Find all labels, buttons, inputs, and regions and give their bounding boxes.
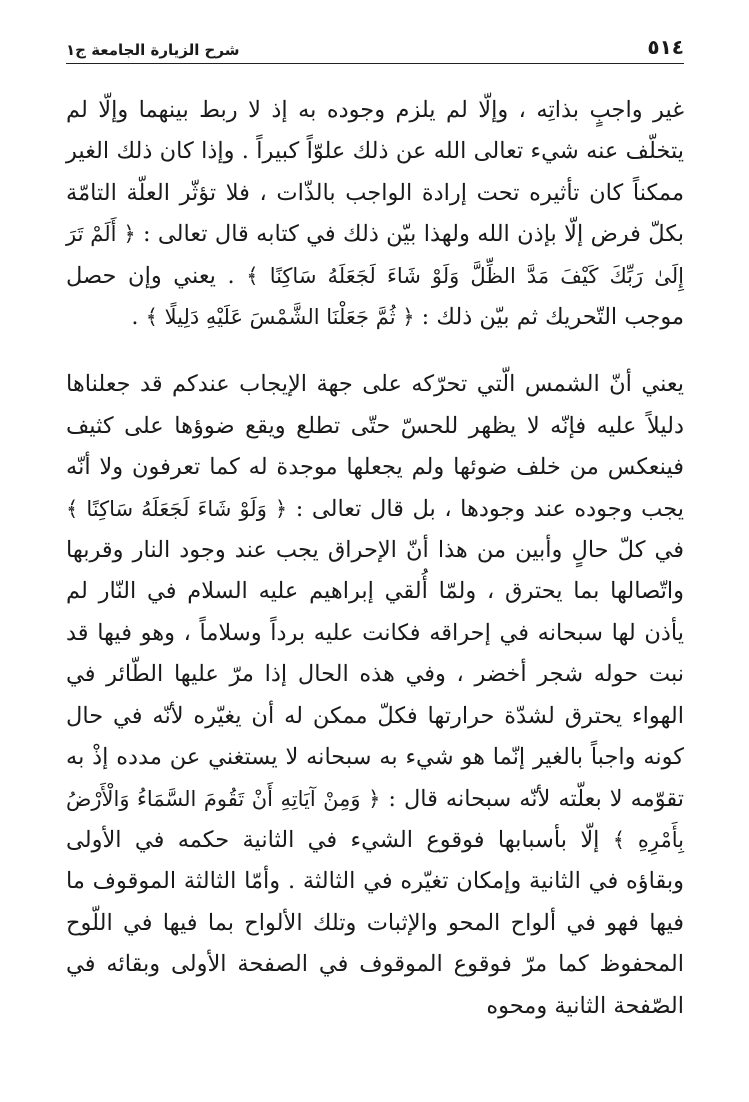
text-segment: . يعني وإن حصل موجب التّحريك ثم بيّن ذلك :: [66, 262, 684, 331]
quran-verse: ﴿ ثُمَّ جَعَلْنَا الشَّمْسَ عَلَيْهِ دَلِيلًا ﴾: [145, 305, 415, 330]
body-text: [66, 90, 684, 1027]
page-header: [66, 28, 684, 64]
quran-verse: ﴿ وَلَوْ شَاءَ لَجَعَلَهُ سَاكِنًا ﴾: [66, 496, 288, 521]
text-segment: إلّا بأسبابها فوقوع الشيء في الثانية حكمه في الأولى وبقاؤه في الثانية وإمكان تغيّره في الثالثة . وأمّا الثالثة الموقوف ما فيها فهو في ألواح المحو والإثبات وتلك الألواح بما فيها في اللّوح المحفوظ كما مرّ فوقوع الموقوف في الصفحة الأولى وبقائه في الصّفحة الثانية ومحوه: [66, 826, 684, 1019]
page-number: ٥١٤: [647, 35, 684, 59]
quran-verse: ﴿ وَمِنْ آيَاتِهِ أَنْ تَقُومَ السَّمَاءُ وَالْأَرْضُ بِأَمْرِهِ ﴾: [66, 786, 684, 852]
text-segment: غير واجبٍ بذاتِه ، وإلّا لم يلزم وجوده به إذ لا ربط بينهما وإلّا لم يتخلّف عنه شيء تعالى الله عن ذلك علوّاً كبيراً . وإذا كان ذلك الغير ممكناً كان تأثيره تحت إرادة الواجب بالذّات ، فلا تؤثّر العلّة التامّة بكلّ فرض إلّا بإذن الله ولهذا بيّن ذلك في كتابه قال تعالى :: [66, 97, 685, 248]
text-segment: في كلّ حالٍ وأبين من هذا أنّ الإحراق يجب عند وجود النار وقربها واتّصالها بما يحترق ، ولمّا أُلقي إبراهيم عليه السلام في النّار لم يأذن لها سبحانه في إحراقه فكانت عليه برداً وسلاماً ، وهو فيها قد نبت حوله شجر أخضر ، وفي هذه الحال إذا مرّ عليها الطّائر في الهواء يحترق لشدّة حرارتها فكلّ ممكن له أن يغيّره لأنّه في حال كونه واجباً بالغير إنّما هو شيء به سبحانه لا يستغني عن مدده إذْ به تقوّمه لا بعلّته لأنّه سبحانه قال :: [66, 537, 684, 812]
paragraph-2: [66, 364, 684, 1027]
paragraph-spacer: [66, 338, 684, 364]
quran-verse: ﴿ أَلَمْ تَرَ إِلَىٰ رَبِّكَ كَيْفَ مَدَّ الظِّلَّ وَلَوْ شَاءَ لَجَعَلَهُ سَاكِنًا ﴾: [66, 222, 684, 288]
running-title: شرح الزيارة الجامعة ج١: [66, 41, 240, 59]
text-segment: يعني أنّ الشمس الّتي تحرّكه على جهة الإيجاب عندكم قد جعلناها دليلاً عليه فإنّه لا يظهر للحسّ حتّى تطلع ويقع ضوؤها على كثيف فينعكس من خلف ضوئها ولم يجعلها موجدة له كما تعرفون ولا أنّه يجب وجوده عند وجودها ، بل قال تعالى :: [66, 371, 684, 522]
paragraph-1: [66, 90, 684, 338]
text-segment: .: [131, 304, 146, 331]
